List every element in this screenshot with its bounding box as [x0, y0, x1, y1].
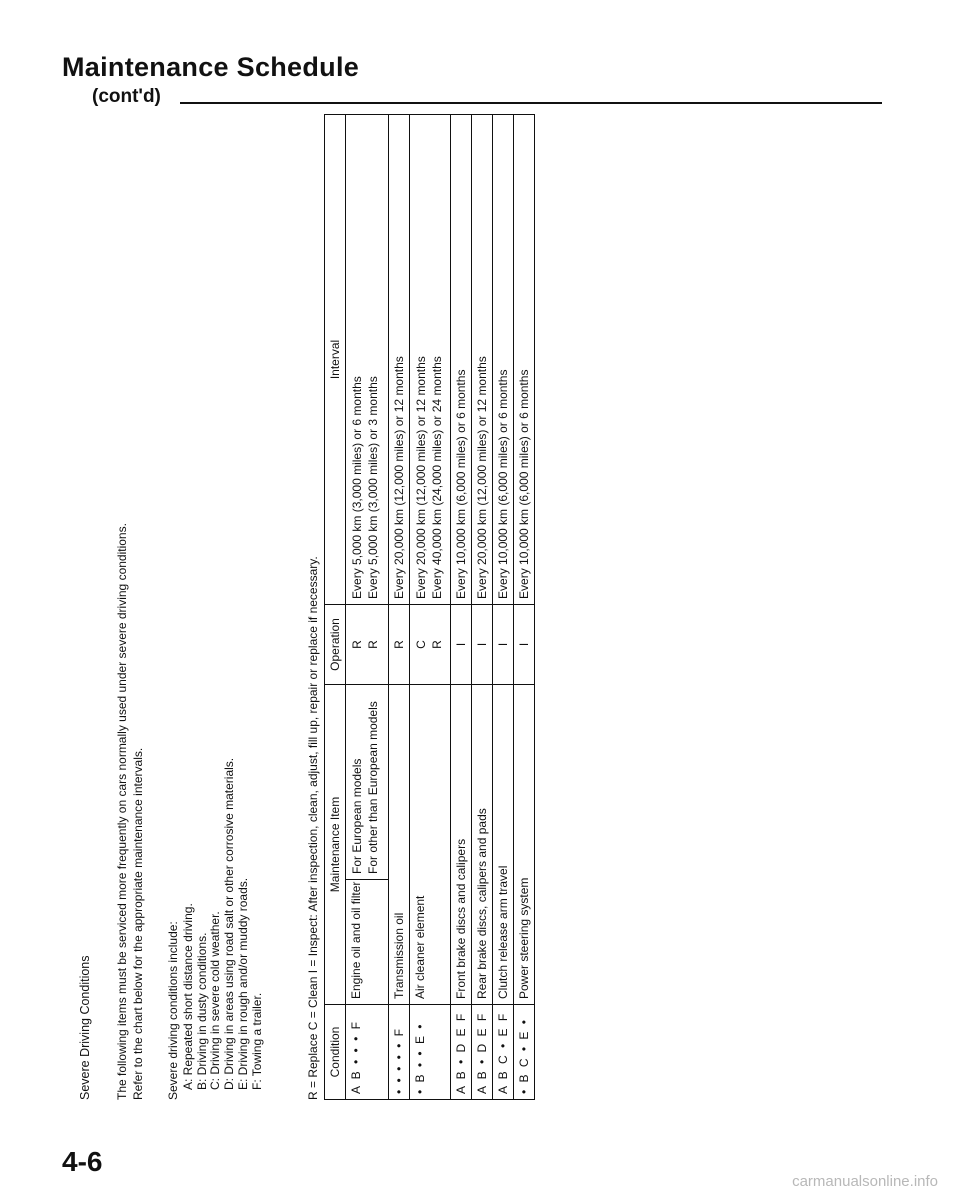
table-row: [493, 114, 514, 1099]
intro-line-1: The following items must be serviced more frequently on cars normally used under severe driving conditions.: [115, 523, 129, 1100]
operation-code: R: [430, 640, 444, 649]
header-operation: Operation: [325, 604, 346, 684]
page-subtitle: (cont'd): [92, 86, 161, 107]
header-item: Maintenance Item: [325, 684, 346, 1004]
row-condition: A B • D E F: [451, 1005, 472, 1100]
row-condition: • • • • • F: [389, 1005, 410, 1100]
row-interval: Every 20,000 km (12,000 miles) or 12 months: [472, 114, 493, 604]
title-rule: [180, 102, 882, 104]
row-operation: [346, 604, 389, 684]
row-operation: I: [472, 604, 493, 684]
condition-item: B: Driving in dusty conditions.: [194, 932, 209, 1090]
row-operation: I: [514, 604, 535, 684]
table-row: [514, 114, 535, 1099]
row-item: Engine oil and oil filter: [346, 880, 389, 1005]
row-interval: Every 20,000 km (12,000 miles) or 12 months: [389, 114, 410, 604]
table-row: [451, 114, 472, 1099]
row-item: Transmission oil: [389, 684, 410, 1004]
row-item: Power steering system: [514, 684, 535, 1004]
table-row: [346, 114, 389, 1099]
condition-item: A: Repeated short distance driving.: [181, 903, 195, 1090]
interval-text: Every 5,000 km (3,000 miles) or 6 months: [350, 376, 364, 599]
row-interval: Every 10,000 km (6,000 miles) or 6 months: [451, 114, 472, 604]
condition-item: E: Driving in rough and/or muddy roads.: [235, 877, 250, 1090]
row-item: Front brake discs and calipers: [451, 684, 472, 1004]
row-condition: A B • • • F: [346, 1005, 389, 1100]
row-operation: [410, 604, 451, 684]
sub-item-label: For other than European models: [366, 701, 380, 874]
row-item: Clutch release arm travel: [493, 684, 514, 1004]
row-condition: A B • D E F: [472, 1005, 493, 1100]
row-operation: R: [389, 604, 410, 684]
operation-code: R: [366, 640, 380, 649]
row-condition: • B C • E •: [514, 1005, 535, 1100]
row-subitems: [346, 684, 389, 879]
sub-item-label: For European models: [350, 758, 364, 874]
row-item: Air cleaner element: [410, 684, 451, 1004]
operation-code: R: [350, 640, 364, 649]
table-row: [389, 114, 410, 1099]
table-row: [472, 114, 493, 1099]
watermark: carmanualsonline.info: [792, 1173, 938, 1190]
intro-line-2: Refer to the chart below for the appropriate maintenance intervals.: [131, 747, 145, 1100]
operation-legend: R = Replace C = Clean I = Inspect: After inspection, clean, adjust, fill up, repair or replace if necessary.: [306, 556, 320, 1100]
condition-item: F: Towing a trailer.: [249, 992, 264, 1090]
page-title: Maintenance Schedule: [62, 52, 360, 82]
row-interval: Every 10,000 km (6,000 miles) or 6 months: [493, 114, 514, 604]
operation-code: C: [414, 640, 428, 649]
header-interval: Interval: [325, 114, 346, 604]
conditions-list: [182, 758, 264, 1090]
row-condition: A B C • E F: [493, 1005, 514, 1100]
row-interval: [346, 114, 389, 604]
interval-text: Every 5,000 km (3,000 miles) or 3 months: [366, 376, 380, 599]
intro-text: [114, 200, 146, 1100]
interval-text: Every 40,000 km (24,000 miles) or 24 months: [430, 356, 444, 599]
page-number: 4-6: [62, 1146, 103, 1177]
row-operation: I: [451, 604, 472, 684]
row-interval: Every 10,000 km (6,000 miles) or 6 months: [514, 114, 535, 604]
row-operation: I: [493, 604, 514, 684]
rotated-content: [78, 120, 578, 1100]
interval-text: Every 20,000 km (12,000 miles) or 12 months: [414, 356, 428, 599]
header-condition: Condition: [325, 1005, 346, 1100]
row-condition: • B • • E •: [410, 1005, 451, 1100]
table-header-row: [325, 114, 346, 1099]
row-item: Rear brake discs, calipers and pads: [472, 684, 493, 1004]
table-row: [410, 114, 451, 1099]
maintenance-table: [324, 114, 535, 1100]
row-interval: [410, 114, 451, 604]
condition-item: D: Driving in areas using road salt or other corrosive materials.: [222, 757, 237, 1090]
condition-item: C: Driving in severe cold weather.: [208, 911, 223, 1090]
conditions-heading: Severe driving conditions include:: [166, 921, 180, 1100]
section-heading: Severe Driving Conditions: [78, 955, 92, 1100]
